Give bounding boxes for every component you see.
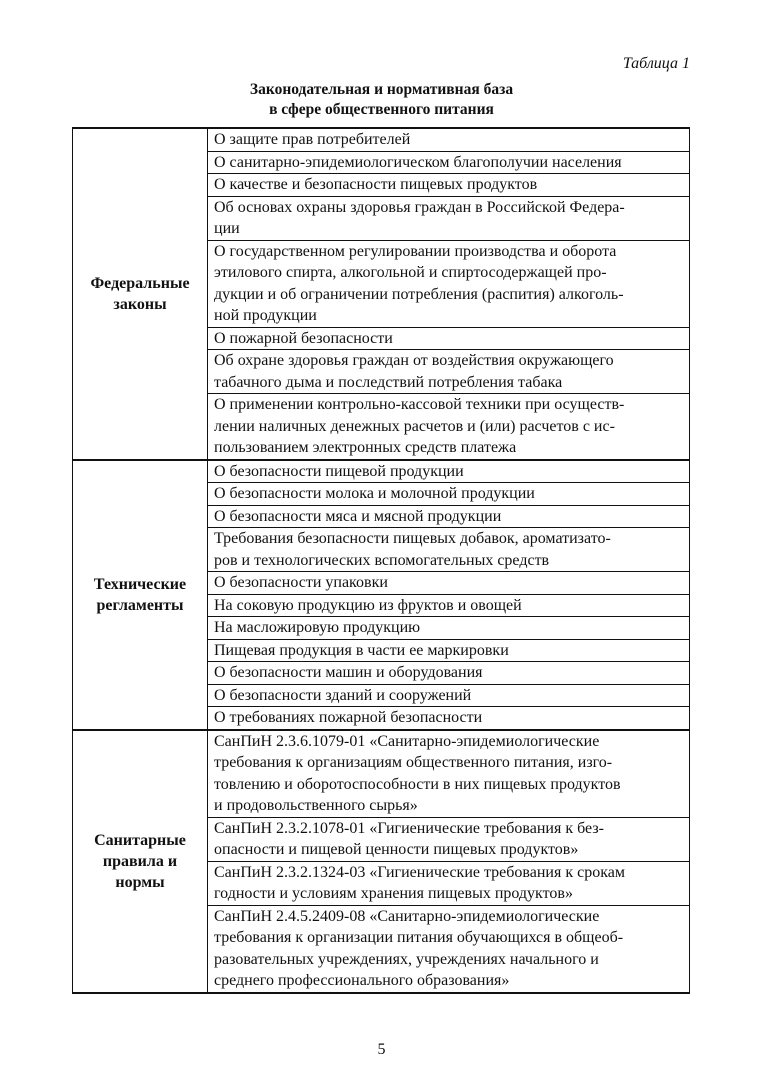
category-label: Технические регламенты	[93, 575, 187, 614]
table-row	[73, 730, 690, 818]
item-cell	[208, 817, 690, 861]
regulation-item: СанПиН 2.3.6.1079-01 «Санитарно-эпидемиологические требования к организациям общественного питания, изго- товлению и оборотоспособности в них пищевых продуктов и продовольственного сырья»	[214, 732, 621, 814]
title-line-2: в сфере общественного питания	[269, 101, 494, 118]
category-label: Санитарные правила и нормы	[94, 831, 186, 891]
table-section	[73, 730, 690, 993]
regulation-item: СанПиН 2.3.2.1078-01 «Гигиенические требования к без- опасности и пищевой ценности пищевых продуктов»	[214, 819, 604, 858]
item-cell	[208, 594, 690, 617]
item-cell	[208, 151, 690, 174]
regulation-item: О безопасности упаковки	[214, 574, 388, 591]
regulation-item: СанПиН 2.3.2.1324-03 «Гигиенические требования к срокам годности и условиям хранения пищевых продуктов»	[214, 863, 625, 902]
regulation-item: О государственном регулировании производства и оборота этилового спирта, алкогольной и спиртосодержащей про- дукции и об ограничении потребления (распития) алкоголь- ной продукции	[214, 242, 624, 324]
item-cell	[208, 528, 690, 572]
regulation-item: О требованиях пожарной безопасности	[214, 709, 483, 726]
item-cell	[208, 394, 690, 460]
item-cell	[208, 730, 690, 818]
page-title	[0, 80, 763, 120]
regulation-item: Пищевая продукция в части ее маркировки	[214, 641, 509, 659]
regulation-item: Об охране здоровья граждан от воздействия окружающего табачного дыма и последствий потребления табака	[214, 352, 614, 391]
item-cell	[208, 861, 690, 905]
item-cell	[208, 460, 690, 483]
regulation-item: О применении контрольно-кассовой техники при осуществ- лении наличных денежных расчетов и (или) расчетов с ис- пользованием электронных средств платежа	[214, 396, 625, 456]
table-row	[73, 460, 690, 483]
item-cell	[208, 174, 690, 197]
regulation-item: О качестве и безопасности пищевых продуктов	[214, 176, 538, 193]
item-cell	[208, 905, 690, 993]
item-cell	[208, 707, 690, 730]
regulation-item: СанПиН 2.4.5.2409-08 «Санитарно-эпидемиологические требования к организации питания обучающихся в общеоб- разовательных учреждениях, учреждениях начального и среднего профессионального образования»	[214, 907, 624, 989]
regulation-item: Об основах охраны здоровья граждан в Российской Федера- ции	[214, 198, 625, 237]
regulation-item: О санитарно-эпидемиологическом благополучии населения	[214, 153, 622, 171]
item-cell	[208, 196, 690, 240]
regulations-table	[72, 127, 690, 994]
category-cell	[73, 128, 208, 460]
table-label: Таблица 1	[622, 55, 690, 72]
item-cell	[208, 240, 690, 327]
item-cell	[208, 662, 690, 685]
category-label: Федеральные законы	[90, 274, 190, 313]
regulation-item: На соковую продукцию из фруктов и овощей	[214, 596, 522, 614]
regulation-item: О безопасности зданий и сооружений	[214, 686, 472, 704]
regulation-item: О безопасности машин и оборудования	[214, 664, 483, 681]
item-cell	[208, 128, 690, 151]
regulation-item: О безопасности пищевой продукции	[214, 462, 464, 480]
item-cell	[208, 505, 690, 528]
item-cell	[208, 572, 690, 595]
table-section	[73, 460, 690, 730]
item-cell	[208, 617, 690, 640]
item-cell	[208, 483, 690, 506]
category-cell	[73, 460, 208, 730]
regulation-item: О защите прав потребителей	[214, 131, 411, 148]
category-cell	[73, 730, 208, 993]
item-cell	[208, 350, 690, 394]
item-cell	[208, 684, 690, 707]
regulation-item: О пожарной безопасности	[214, 329, 393, 347]
title-line-1: Законодательная и нормативная база	[249, 81, 514, 98]
regulation-item: На масложировую продукцию	[214, 619, 421, 636]
item-cell	[208, 327, 690, 350]
regulation-item: О безопасности молока и молочной продукции	[214, 485, 535, 502]
regulation-item: О безопасности мяса и мясной продукции	[214, 507, 502, 525]
page-number: 5	[377, 1041, 386, 1058]
item-cell	[208, 639, 690, 662]
table-row	[73, 128, 690, 151]
regulation-item: Требования безопасности пищевых добавок, ароматизато- ров и технологических вспомогательных средств	[214, 530, 611, 569]
table-section	[73, 128, 690, 460]
